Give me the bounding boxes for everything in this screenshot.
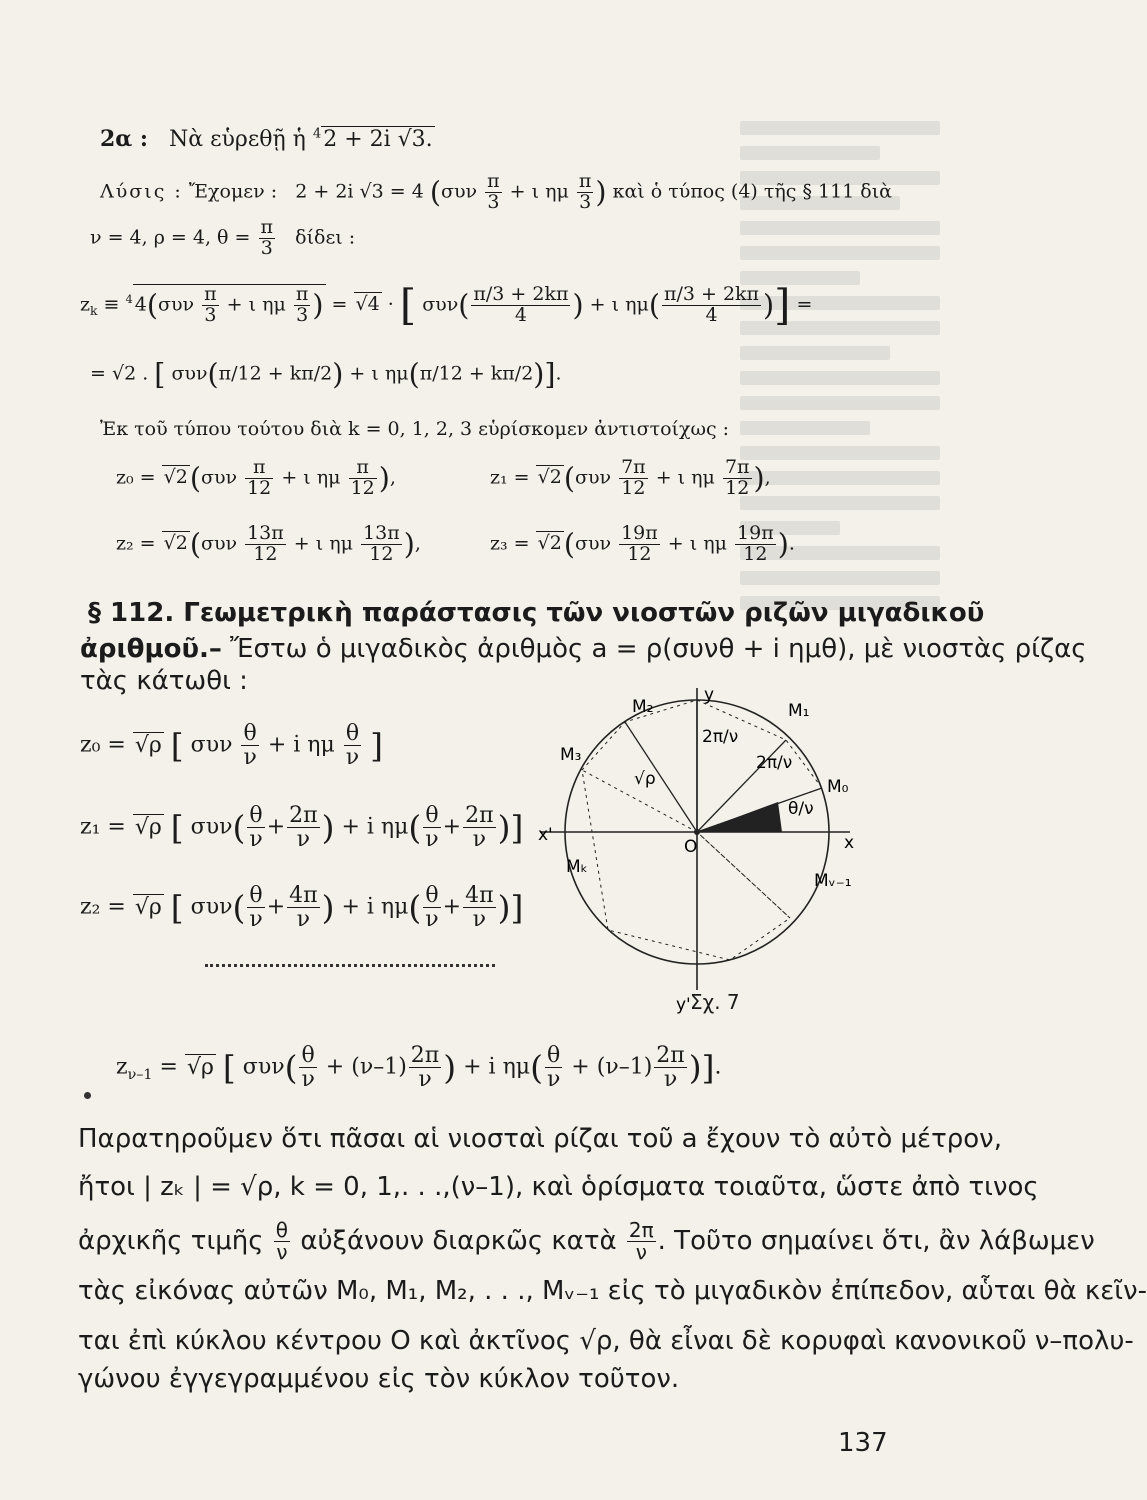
- solution-line: Λύσις : Ἔχομεν : 2 + 2i √3 = 4 (συν $\frac{\pi}{3}$ + ι ημ $\frac{\pi}{3}$ ) καὶ ὁ τύπος (4) τῆς § 111 διὰ: [100, 170, 893, 213]
- frac-num: θ: [299, 1044, 316, 1068]
- frac-den: ν: [276, 1240, 288, 1264]
- solution-intro: Ἔχομεν :: [188, 180, 278, 203]
- paragraph-line-4: τὰς εἰκόνας αὐτῶν M₀, M₁, M₂, . . ., Mᵥ₋₁ εἰς τὸ μιγαδικὸν ἐπίπεδον, αὗται θὰ κεῖν-: [78, 1276, 1147, 1306]
- frac-den: ν: [243, 745, 257, 771]
- root-name: z₀ =: [116, 466, 156, 489]
- frac-pi12: π/12: [218, 362, 262, 385]
- frac-num: 19π: [737, 522, 774, 544]
- frac-den: ν: [418, 1067, 432, 1093]
- frac-den: 3: [487, 190, 500, 213]
- frac-num: θ: [344, 722, 361, 746]
- z-name: z: [116, 1054, 128, 1080]
- page-number: 137: [838, 1428, 888, 1458]
- frac-num: π: [245, 458, 273, 479]
- cos-text: συν: [200, 532, 238, 555]
- frac-num: 4π: [465, 883, 494, 908]
- frac-num: 2π: [289, 803, 318, 828]
- frac-den: ν: [296, 827, 311, 853]
- label-M0: M₀: [827, 777, 849, 797]
- root-z3: z₃ = √2(συν $\frac{19\pi}{12}$ + ι ημ $\frac{19\pi}{12}$ ).: [490, 522, 795, 565]
- solution-label: Λύσις :: [100, 180, 183, 203]
- frac-num: θ: [241, 722, 258, 746]
- sin-text: ι ημ: [303, 466, 341, 489]
- frac-den: ν: [345, 745, 360, 771]
- radical-index: 4: [312, 126, 322, 142]
- sin-text: + i ημ: [341, 894, 409, 920]
- section-intro-line: [80, 634, 1087, 664]
- frac-num: π: [578, 170, 592, 192]
- section-intro2: τὰς κάτωθι :: [80, 666, 248, 696]
- root-mod: √2: [537, 466, 562, 489]
- gives-text: δίδει :: [295, 226, 356, 249]
- frac-num: 7π: [724, 456, 750, 478]
- label-Mv1: Mᵥ₋₁: [814, 871, 852, 891]
- root-rho: √ρ: [134, 814, 162, 840]
- cos-text: συν: [190, 814, 233, 840]
- frac-num: π/3 + 2kπ: [663, 283, 760, 305]
- dotted-separator: [205, 964, 495, 967]
- z-name: z₁ =: [80, 814, 126, 840]
- root-mod: √2: [537, 532, 562, 555]
- sin-text: ι ημ: [531, 180, 569, 203]
- frac-den: 12: [725, 476, 750, 499]
- frac-num: π: [295, 283, 309, 305]
- frac-kpi2: kπ/2: [289, 362, 333, 385]
- solution-lhs: 2 + 2i √3 = 4: [295, 180, 424, 203]
- label-radius: √ρ: [634, 769, 656, 789]
- label-x: x: [844, 833, 855, 853]
- root-z0: z₀ = √2(συν $\frac{\pi}{12}$ + ι ημ $\frac{\pi}{12}$ ),: [116, 456, 396, 499]
- frac-den: 4: [705, 303, 718, 326]
- label-theta-nu: θ/ν: [788, 799, 814, 819]
- paragraph-line-1: Παρατηροῦμεν ὅτι πᾶσαι αἱ νιοσταὶ ρίζαι τοῦ a ἔχουν τὸ αὐτὸ μέτρον,: [78, 1124, 1002, 1154]
- frac-num: 13π: [247, 522, 284, 544]
- z-name: z₂ =: [80, 894, 126, 920]
- sin-text: + i ημ: [267, 732, 335, 758]
- root-mod: √2: [163, 466, 188, 489]
- plus: +: [442, 894, 462, 920]
- label-M1: M₁: [788, 701, 810, 721]
- frac-num: 2π: [465, 803, 494, 828]
- paragraph-line-5: ται ἐπὶ κύκλου κέντρου O καὶ ἀκτῖνος √ρ, θὰ εἶναι δὲ κορυφαὶ κανονικοῦ ν–πολυ-: [78, 1326, 1134, 1356]
- frac-num: π/3 + 2kπ: [473, 283, 569, 305]
- sin-text: ι ημ: [315, 532, 353, 555]
- label-y: y: [704, 685, 715, 705]
- root-rho: √ρ: [134, 894, 162, 920]
- z-sub: ν–1: [127, 1066, 153, 1083]
- label-Mk: Mₖ: [566, 857, 588, 877]
- para-text-b: αὐξάνουν διαρκῶς κατὰ: [300, 1226, 617, 1256]
- frac-den: 12: [743, 542, 768, 565]
- root-z2: z₂ = √2(συν $\frac{13\pi}{12}$ + ι ημ $\frac{13\pi}{12}$ ),: [116, 522, 421, 565]
- theta-sector: [697, 802, 782, 832]
- frac-den: 4: [514, 303, 527, 326]
- frac-num: 7π: [621, 456, 646, 478]
- frac-num: 2π: [628, 1218, 654, 1242]
- equiv-sign: ≡: [103, 293, 120, 316]
- frac-den: ν: [249, 907, 263, 933]
- root-mod: √2: [163, 532, 188, 555]
- frac-num: 4π: [289, 883, 318, 908]
- bullet-mark: [84, 1092, 91, 1099]
- figure-caption: Σχ. 7: [690, 990, 740, 1014]
- z-name: z₀ =: [80, 732, 126, 758]
- frac-den: ν: [249, 827, 263, 853]
- result-prefix: = √2 .: [90, 362, 149, 385]
- frac-den: ν: [425, 907, 439, 933]
- frac-den: ν: [296, 907, 311, 933]
- formula-zlast: $z_{\nu-1} = √\rho$ [ συν( $\frac{\theta}{\nu}$ + (ν–1) $\frac{2\pi}{\nu}$ ) + i ημ( $\frac{\theta}{\nu}$ + (ν–1) $\frac{2\pi}{\nu}$ )].: [116, 1043, 722, 1093]
- exercise-line: [100, 126, 435, 152]
- frac-den: 12: [247, 476, 272, 499]
- params-line: [90, 218, 355, 259]
- result-line: = √2 . [ συν(π/12 + kπ/2) + ι ημ(π/12 + kπ/2)].: [90, 358, 562, 391]
- frac-den: ν: [472, 907, 487, 933]
- cos-text: συν: [190, 894, 233, 920]
- frac-den: ν: [301, 1067, 315, 1093]
- label-angle1: 2π/ν: [702, 727, 739, 747]
- frac-kpi2: kπ/2: [490, 362, 534, 385]
- eq: =: [159, 1054, 178, 1080]
- zk-formula: $z_k \equiv ^4$ 4(συν $\frac{\pi}{3}$ + ι ημ $\frac{\pi}{3}$ ) = √4 · [ συν( $\frac{\pi/3 + 2k\pi}{4}$ ) + ι ημ( $\frac{\pi/3 + 2k\pi}{4}$ )] =: [80, 280, 813, 330]
- label-M3: M₃: [560, 745, 582, 765]
- sin-text: ι ημ: [689, 532, 727, 555]
- frac-num: θ: [423, 884, 440, 908]
- frac-num: π: [349, 458, 377, 479]
- cos-text: συν: [200, 466, 238, 489]
- figure-7: [530, 680, 860, 1020]
- root-z1: z₁ = √2(συν $\frac{7\pi}{12}$ + ι ημ $\frac{7\pi}{12}$ ),: [490, 456, 771, 499]
- root-rho: √ρ: [134, 732, 162, 758]
- frac-den: ν: [546, 1067, 561, 1093]
- frac-num: θ: [247, 884, 264, 908]
- frac-den: 12: [350, 476, 375, 499]
- label-x-prime: x': [538, 825, 553, 845]
- plus: +: [266, 894, 286, 920]
- sin-text: ι ημ: [371, 362, 409, 385]
- plus: +: [442, 814, 462, 840]
- cos-text: συν: [574, 466, 612, 489]
- cos-text: συν: [242, 1054, 285, 1080]
- para-text-a: ἀρχικῆς τιμῆς: [78, 1226, 264, 1256]
- frac-den: 3: [260, 236, 273, 259]
- label-M2: M₂: [632, 697, 654, 717]
- formula-z0: z₀ = √ρ [ συν $\frac{\theta}{\nu}$ + i ημ $\frac{\theta}{\nu}$ ]: [80, 721, 383, 771]
- frac-den: 3: [204, 303, 217, 326]
- sin-text: ι ημ: [611, 293, 649, 316]
- frac-den: ν: [472, 827, 487, 853]
- frac-num: θ: [545, 1044, 562, 1068]
- sin-text: ι ημ: [248, 293, 286, 316]
- root-index: 4: [125, 292, 133, 307]
- frac-num: π: [260, 216, 273, 238]
- frac-den: ν: [663, 1067, 678, 1093]
- frac-den: 12: [369, 542, 394, 565]
- exercise-number: 2α :: [100, 126, 149, 152]
- frac-num: π: [487, 170, 500, 192]
- frac-den: ν: [425, 827, 439, 853]
- section-title-cont: ἀριθμοῦ.–: [80, 634, 222, 664]
- zk-symbol: z: [80, 293, 91, 316]
- sin-text: + i ημ: [463, 1054, 531, 1080]
- frac-num: θ: [247, 804, 264, 828]
- label-y-prime: y': [676, 995, 691, 1015]
- frac-den: 3: [296, 303, 309, 326]
- frac-num: 13π: [363, 522, 400, 544]
- root4: √4: [355, 293, 380, 316]
- root-rho: √ρ: [186, 1054, 214, 1080]
- frac-num: π: [204, 283, 217, 305]
- frac-den: 3: [579, 190, 592, 213]
- frac-num: θ: [423, 804, 440, 828]
- root-name: z₁ =: [490, 466, 530, 489]
- exercise-task: Νὰ εὑρεθῇ ἡ: [169, 127, 306, 152]
- paragraph-line-3: [78, 1220, 1095, 1263]
- sin-text: ι ημ: [677, 466, 715, 489]
- frac-den: 12: [253, 542, 278, 565]
- frac-num: 2π: [410, 1043, 440, 1068]
- section-intro: Ἔστω ὁ μιγαδικὸς ἀριθμὸς a = ρ(συνθ + i ημθ), μὲ νιοστὰς ρίζας: [230, 634, 1087, 664]
- origin-dot: [694, 829, 700, 835]
- para-text-c: . Τοῦτο σημαίνει ὅτι, ἂν λάβωμεν: [657, 1226, 1095, 1256]
- four: 4: [134, 293, 147, 316]
- cos-text: συν: [441, 180, 478, 203]
- cos-text: συν: [171, 362, 208, 385]
- section-title: § 112. Γεωμετρικὴ παράστασις τῶν νιοστῶν ριζῶν μιγαδικοῦ: [88, 598, 985, 628]
- frac-pi12: π/12: [419, 362, 463, 385]
- label-angle2: 2π/ν: [756, 753, 793, 773]
- cos-text: συν: [574, 532, 612, 555]
- formula-z1: z₁ = √ρ [ συν( $\frac{\theta}{\nu}$ + $\frac{2\pi}{\nu}$ ) + i ημ( $\frac{\theta}{\nu}$ + $\frac{2\pi}{\nu}$ )]: [80, 803, 524, 853]
- frac-den: 12: [621, 476, 646, 499]
- exercise-radicand: 2 + 2i √3.: [323, 127, 433, 152]
- cos-text: συν: [422, 293, 459, 316]
- zk-sub: k: [90, 304, 98, 319]
- sin-text: + i ημ: [341, 814, 409, 840]
- solution-tail: καὶ ὁ τύπος (4) τῆς § 111 διὰ: [612, 180, 893, 203]
- root-name: z₃ =: [490, 532, 530, 555]
- from-formula-text: Ἐκ τοῦ τύπου τούτου διὰ k = 0, 1, 2, 3 εὑρίσκομεν ἀντιστοίχως :: [100, 418, 730, 440]
- formula-z2: z₂ = √ρ [ συν( $\frac{\theta}{\nu}$ + $\frac{4\pi}{\nu}$ ) + i ημ( $\frac{\theta}{\nu}$ + $\frac{4\pi}{\nu}$ )]: [80, 883, 524, 933]
- frac-den: 12: [627, 542, 652, 565]
- plus: +: [266, 814, 286, 840]
- nu-minus-1: (ν–1): [596, 1054, 653, 1080]
- paragraph-line-2: ἤτοι | zₖ | = √ρ, k = 0, 1,. . .,(ν–1), καὶ ὁρίσματα τοιαῦτα, ὥστε ἀπὸ τινος: [78, 1172, 1039, 1202]
- cos-text: συν: [190, 732, 233, 758]
- params: ν = 4, ρ = 4, θ =: [90, 226, 251, 249]
- frac-num: θ: [275, 1218, 289, 1242]
- frac-num: 2π: [656, 1043, 685, 1068]
- paragraph-line-6: γώνου ἐγγεγραμμένου εἰς τὸν κύκλον τοῦτον.: [78, 1364, 680, 1394]
- nu-minus-1: (ν–1): [351, 1054, 407, 1080]
- frac-num: 19π: [621, 522, 658, 544]
- root-name: z₂ =: [116, 532, 156, 555]
- label-origin: O: [684, 837, 698, 857]
- zk-radicand: 4(συν $\frac{\pi}{3}$ + ι ημ $\frac{\pi}{3}$ ): [134, 283, 324, 326]
- cos-text: συν: [157, 293, 195, 316]
- frac-den: ν: [635, 1240, 647, 1264]
